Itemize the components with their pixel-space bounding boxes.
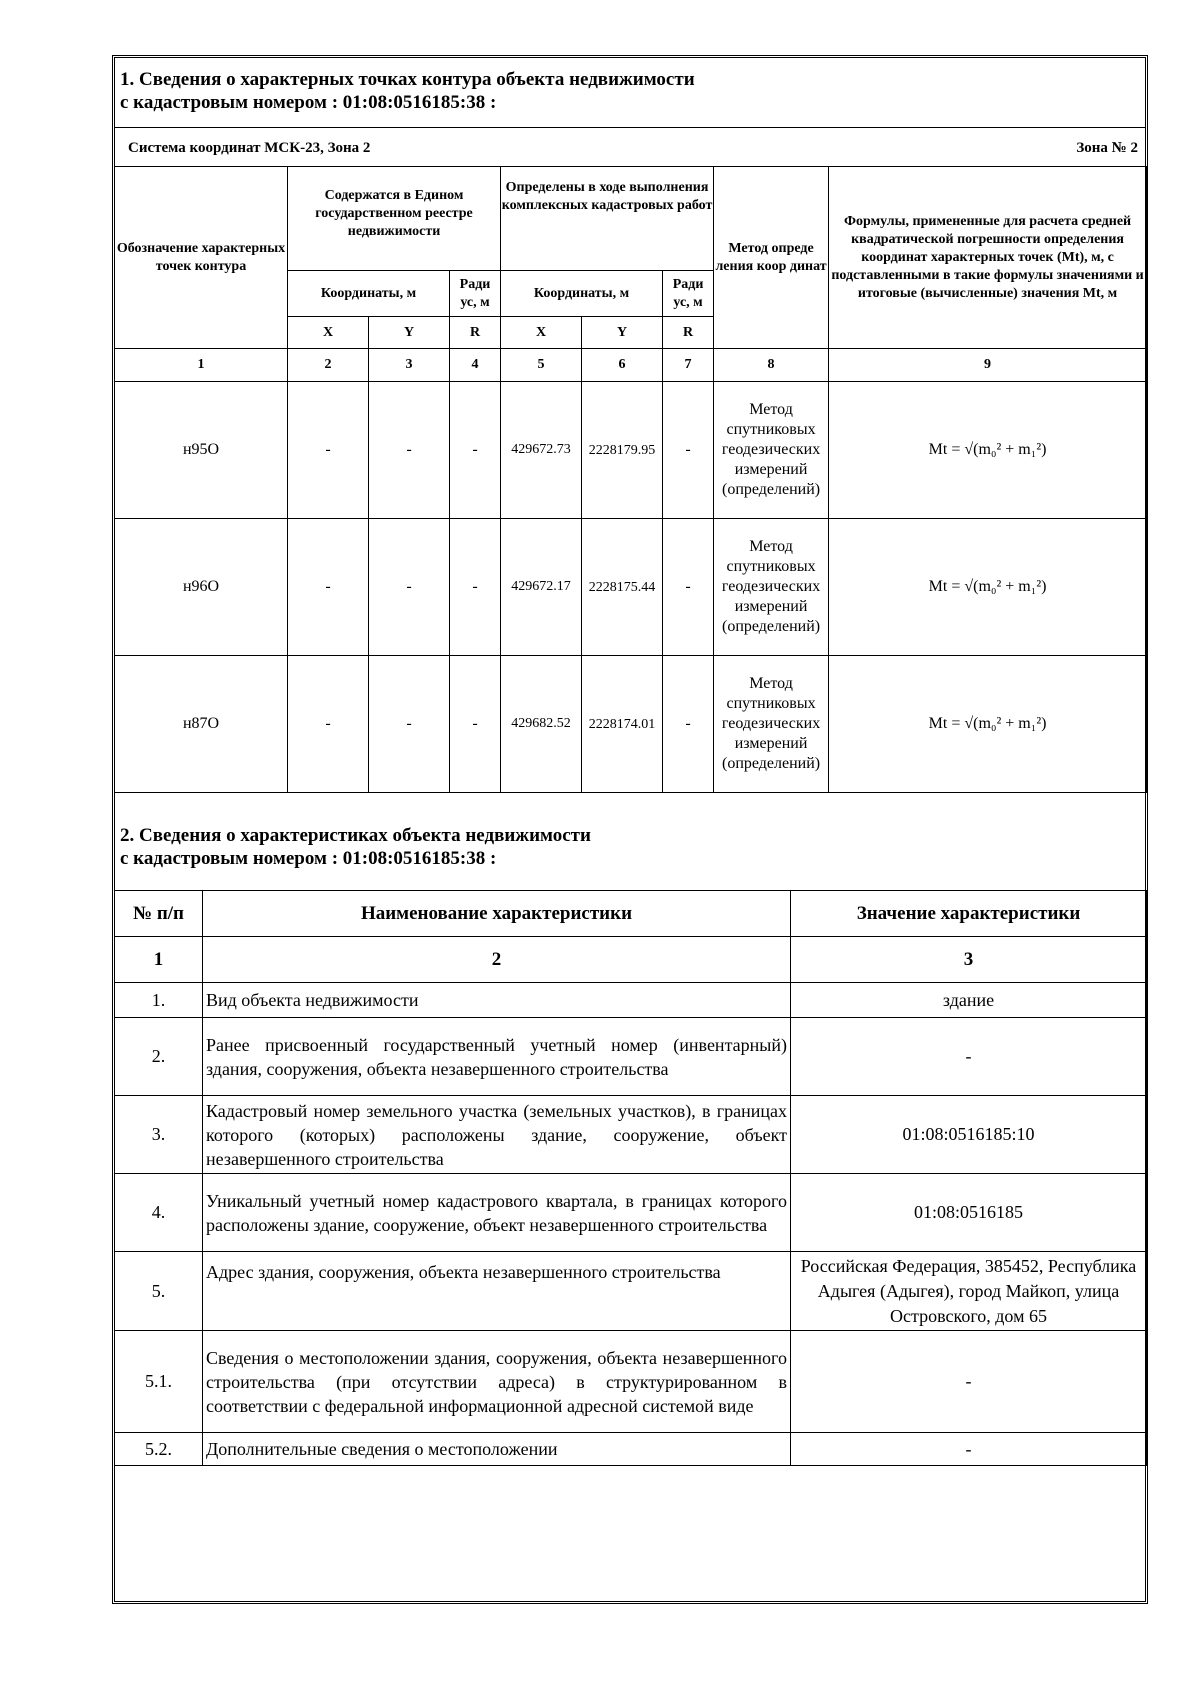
row-num: 5. — [115, 1252, 203, 1331]
table-row — [115, 1331, 1147, 1433]
divider — [114, 127, 1146, 128]
row-name: Адрес здания, сооружения, объекта незавершенного строительства — [203, 1252, 791, 1331]
row-name: Уникальный учетный номер кадастрового квартала, в границах которого расположены здание, сооружение, объект незавершенного строительства — [203, 1174, 791, 1252]
header-num: № п/п — [115, 891, 203, 937]
cell-r2: - — [663, 656, 714, 793]
header-radius: Ради ус, м — [663, 271, 714, 317]
col-num: 3 — [791, 937, 1147, 983]
row-value: здание — [791, 983, 1147, 1018]
cell-x2: 429682.52 — [501, 656, 582, 793]
header-r: R — [450, 317, 501, 349]
table-row — [115, 656, 1147, 793]
col-num: 2 — [288, 349, 369, 382]
cell-y2: 2228179.95 — [582, 382, 663, 519]
row-name: Сведения о местоположении здания, сооружения, объекта незавершенного строительства (при отсутствии адреса) в структурированном в соответствии с федеральной информационной адресной системой виде — [203, 1331, 791, 1433]
row-num: 3. — [115, 1096, 203, 1174]
cell-method: Метод спутниковых геодезических измерений (определений) — [714, 656, 829, 793]
cell-y1: - — [369, 519, 450, 656]
cell-x1: - — [288, 656, 369, 793]
table-row — [115, 1018, 1147, 1096]
row-num: 5.2. — [115, 1433, 203, 1466]
point-name: н95О — [115, 382, 288, 519]
cell-x1: - — [288, 519, 369, 656]
header-radius: Ради ус, м — [450, 271, 501, 317]
row-value: - — [791, 1018, 1147, 1096]
row-name: Дополнительные сведения о местоположении — [203, 1433, 791, 1466]
table-row — [115, 382, 1147, 519]
point-name: н87О — [115, 656, 288, 793]
header-method: Метод опреде ления коор динат — [714, 167, 829, 349]
table-row — [115, 1433, 1147, 1466]
cell-formula: Mt = √(m₀² + m₁²) — [829, 656, 1147, 793]
row-value: Российская Федерация, 385452, Республика Адыгея (Адыгея), город Майкоп, улица Островского, дом 65 — [791, 1252, 1147, 1331]
col-num: 5 — [501, 349, 582, 382]
header-x: X — [288, 317, 369, 349]
col-num: 1 — [115, 349, 288, 382]
cell-formula: Mt = √(m₀² + m₁²) — [829, 382, 1147, 519]
row-num: 1. — [115, 983, 203, 1018]
cell-r2: - — [663, 519, 714, 656]
table-row — [115, 983, 1147, 1018]
row-name: Вид объекта недвижимости — [203, 983, 791, 1018]
cell-x2: 429672.73 — [501, 382, 582, 519]
cell-x1: - — [288, 382, 369, 519]
cell-r1: - — [450, 656, 501, 793]
table-row — [115, 1096, 1147, 1174]
cell-r2: - — [663, 382, 714, 519]
cell-x2: 429672.17 — [501, 519, 582, 656]
table-row — [115, 519, 1147, 656]
header-name: Наименование характеристики — [203, 891, 791, 937]
row-value: - — [791, 1331, 1147, 1433]
col-num: 2 — [203, 937, 791, 983]
coordinate-system: Система координат МСК-23, Зона 2 — [128, 140, 371, 156]
row-num: 5.1. — [115, 1331, 203, 1433]
header-y: Y — [369, 317, 450, 349]
col-num: 1 — [115, 937, 203, 983]
row-num: 4. — [115, 1174, 203, 1252]
point-name: н96О — [115, 519, 288, 656]
cell-r1: - — [450, 382, 501, 519]
cell-r1: - — [450, 519, 501, 656]
col-num: 4 — [450, 349, 501, 382]
cell-y2: 2228174.01 — [582, 656, 663, 793]
cell-method: Метод спутниковых геодезических измерений (определений) — [714, 519, 829, 656]
col-num: 7 — [663, 349, 714, 382]
header-coords: Координаты, м — [501, 271, 663, 317]
cell-formula: Mt = √(m₀² + m₁²) — [829, 519, 1147, 656]
zone-label: Зона № 2 — [1076, 140, 1138, 156]
header-formulas: Формулы, примененные для расчета средней квадратической погрешности определения координат характерных точек (Mt), м, с подставленными в такие формулы значениями и итоговые (вычисленные) значения Mt, м — [829, 167, 1147, 349]
col-num: 9 — [829, 349, 1147, 382]
row-name: Кадастровый номер земельного участка (земельных участков), в границах которого (которых) расположены здание, сооружение, объект незавершенного строительства — [203, 1096, 791, 1174]
cell-y2: 2228175.44 — [582, 519, 663, 656]
col-num: 8 — [714, 349, 829, 382]
col-num: 3 — [369, 349, 450, 382]
characteristics-table — [114, 890, 1147, 1466]
section1-title: 1. Сведения о характерных точках контура объекта недвижимости с кадастровым номером : 01:08:0516185:38 : — [120, 69, 695, 113]
header-coords: Координаты, м — [288, 271, 450, 317]
section2-title: 2. Сведения о характеристиках объекта недвижимости с кадастровым номером : 01:08:0516185:38 : — [120, 825, 591, 869]
row-num: 2. — [115, 1018, 203, 1096]
cell-method: Метод спутниковых геодезических измерений (определений) — [714, 382, 829, 519]
header-complex: Определены в ходе выполнения комплексных кадастровых работ — [501, 167, 714, 271]
cell-y1: - — [369, 656, 450, 793]
header-r: R — [663, 317, 714, 349]
row-value: 01:08:0516185 — [791, 1174, 1147, 1252]
coordinate-system-row — [128, 137, 1138, 159]
table-row — [115, 1174, 1147, 1252]
header-egrn: Содержатся в Едином государственном реестре недвижимости — [288, 167, 501, 271]
header-y: Y — [582, 317, 663, 349]
col-num: 6 — [582, 349, 663, 382]
header-designation: Обозначение характерных точек контура — [115, 167, 288, 349]
header-x: X — [501, 317, 582, 349]
table-row — [115, 1252, 1147, 1331]
points-table — [114, 166, 1147, 793]
header-value: Значение характеристики — [791, 891, 1147, 937]
row-name: Ранее присвоенный государственный учетный номер (инвентарный) здания, сооружения, объекта незавершенного строительства — [203, 1018, 791, 1096]
row-value: 01:08:0516185:10 — [791, 1096, 1147, 1174]
cell-y1: - — [369, 382, 450, 519]
row-value: - — [791, 1433, 1147, 1466]
